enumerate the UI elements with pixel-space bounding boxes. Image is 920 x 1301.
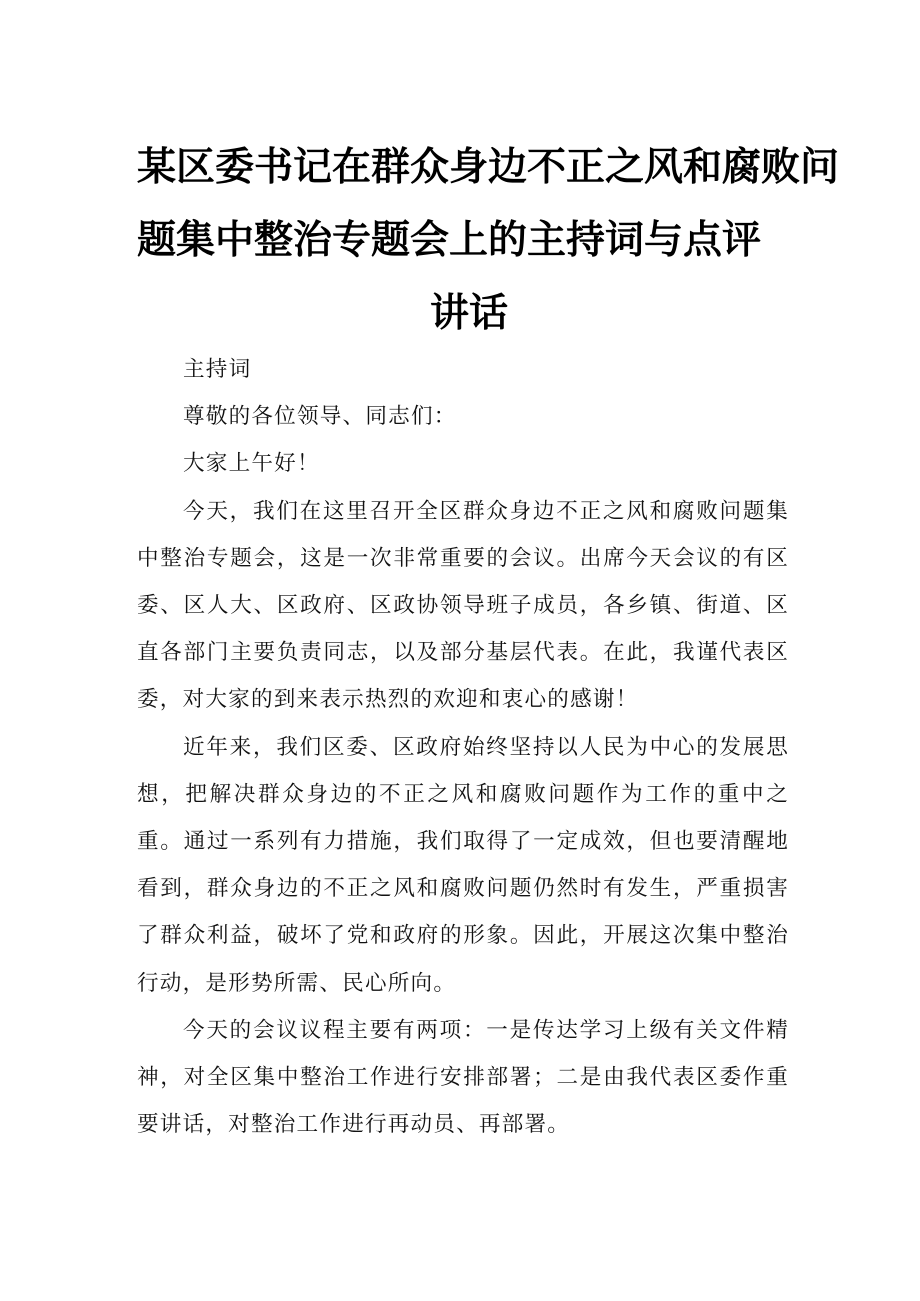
title-line-3: 讲话 [430, 291, 509, 336]
title-line-1: 某区委书记在群众身边不正之风和腐败问 [137, 145, 840, 190]
paragraph-opening: 今天，我们在这里召开全区群众身边不正之风和腐败问题集中整治专题会，这是一次非常重要的会议。出席今天会议的有区委、区人大、区政府、区政协领导班子成员，各乡镇、街道、区直各部门主要负责同志，以及部分基层代表。在此，我谨代表区委，对大家的到来表示热烈的欢迎和衷心的感谢！ [137, 498, 789, 713]
document-body [137, 346, 789, 1148]
section-label: 主持词 [183, 357, 252, 382]
document-title [137, 131, 840, 350]
greeting: 大家上午好！ [183, 451, 320, 477]
salutation: 尊敬的各位领导、同志们： [183, 404, 457, 430]
title-line-2: 题集中整治专题会上的主持词与点评 [137, 218, 762, 263]
paragraph-background: 近年来，我们区委、区政府始终坚持以人民为中心的发展思想，把解决群众身边的不正之风和腐败问题作为工作的重中之重。通过一系列有力措施，我们取得了一定成效，但也要清醒地看到，群众身边的不正之风和腐败问题仍然时有发生，严重损害了群众利益，破坏了党和政府的形象。因此，开展这次集中整治行动，是形势所需、民心所向。 [137, 734, 789, 996]
paragraph-agenda: 今天的会议议程主要有两项：一是传达学习上级有关文件精神，对全区集中整治工作进行安排部署；二是由我代表区委作重要讲话，对整治工作进行再动员、再部署。 [137, 1017, 789, 1138]
